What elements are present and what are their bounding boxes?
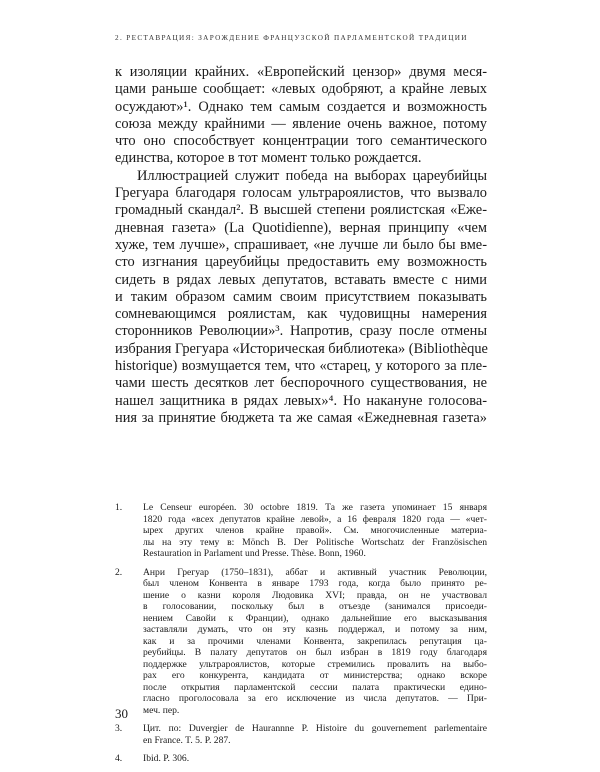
text-line: дневная газета» (La Quotidienne), верная принципу «чем xyxy=(115,219,487,236)
footnote-line: реубийцы. В палату депутатов он был избран в 1819 году благодаря xyxy=(143,647,487,658)
text-line: нашел защитника в рядах левых»⁴. Но накануне голосова- xyxy=(115,392,487,409)
footnote-line: после открытия парламентской сессии палата практически едино- xyxy=(143,681,487,693)
footnote-1 xyxy=(115,502,487,560)
footnote-line: в голосовании, поскольку был в отъезде (занимался присоеди- xyxy=(143,601,487,612)
page-number: 30 xyxy=(115,706,128,721)
text-line: осуждают»¹. Однако тем самым создается и возможность xyxy=(115,98,487,115)
footnote-4 xyxy=(115,753,487,765)
text-line: что оно способствует концентрации того семантического xyxy=(115,133,487,150)
text-line: сидеть в рядах левых депутатов, вставать вместе с ними xyxy=(115,271,487,288)
text-line: громадный скандал². В высшей степени роялистская «Еже- xyxy=(115,202,487,219)
text-line: избрания Грегуара «Историческая библиотека» (Bibliothèque xyxy=(115,340,488,357)
text-line: единства, которое в тот момент только рождается. xyxy=(115,150,422,167)
footnote-line: поддержке ультрароялистов, которые стремились провалить на выбо- xyxy=(143,658,487,670)
footnote-line: Цит. по: Duvergier de Haurannne P. Histoire du gouvernement parlementaire xyxy=(143,723,487,734)
text-line: Иллюстрацией служит победа на выборах цареубийцы xyxy=(137,167,487,184)
text-line: Грегуара благодаря голосам ультрароялистов, что вызвало xyxy=(115,185,487,202)
footnote-line: меч. пер. xyxy=(143,704,180,716)
footnote-line: ырех других членов крайне правой». См. многочисленные материа- xyxy=(143,525,487,536)
paragraph-2 xyxy=(115,168,487,427)
footnote-number: 1. xyxy=(115,502,123,513)
text-line: цами раньше сообщает: «левых одобряют, а крайне левых xyxy=(115,81,487,98)
text-line: союза между крайними — явление очень важное, потому xyxy=(115,115,487,132)
running-head: 2. РЕСТАВРАЦИЯ: ЗАРОЖДЕНИЕ ФРАНЦУЗСКОЙ ПАРЛАМЕНТСКОЙ ТРАДИЦИИ xyxy=(115,34,468,42)
footnote-2 xyxy=(115,567,487,717)
text-line: сторонников Революции»³. Напротив, сразу после отмены xyxy=(115,323,487,340)
footnote-line: Ibid. P. 306. xyxy=(143,753,190,764)
footnote-number: 3. xyxy=(115,723,123,734)
text-line: хуже, тем лучше», спрашивает, «не лучше ли было бы вме- xyxy=(115,236,487,253)
footnote-line: 1820 года «всех депутатов крайне левой», а 16 февраля 1820 года — «чет- xyxy=(143,513,487,525)
footnote-line: лы на эту тему в: Mönch B. Der Politische Wortschatz der Französischen xyxy=(143,536,487,548)
footnote-line: заставляли думать, что он эту казнь поддержал, и потому за ним, xyxy=(143,624,487,635)
text-line: к изоляции крайних. «Европейский цензор» двумя меся- xyxy=(115,64,487,80)
footnote-line: гласно проголосовала за его исключение из числа депутатов. — При- xyxy=(143,693,487,704)
main-text xyxy=(115,64,487,427)
text-line: ния за принятие бюджета та же самая «Ежедневная газета» xyxy=(115,409,487,426)
footnote-line: рах его конкурента, кандидата от министерства; однако вскоре xyxy=(143,670,487,681)
footnote-line: Le Censeur européen. 30 octobre 1819. Та же газета упоминает 15 января xyxy=(143,502,487,513)
footnote-number: 4. xyxy=(115,753,123,764)
text-line: и таким образом самим своим присутствием показывать xyxy=(115,288,487,305)
footnote-line: шение о казни короля Людовика XVI; правда, он не участвовал xyxy=(143,589,487,601)
text-line: чами шесть десятков лет беспорочного существования, не xyxy=(115,375,487,392)
text-line: сто изгнания цареубийцы предоставить ему возможность xyxy=(115,254,487,271)
footnote-line: Анри Грегуар (1750–1831), аббат и активный участник Революции, xyxy=(143,566,487,578)
footnote-line: en France. T. 5. P. 287. xyxy=(143,734,231,746)
footnote-line: как и за прочими членами Конвента, закрепилась репутация ца- xyxy=(143,635,487,647)
footnote-line: Restauration in Parlament und Presse. Thèse. Bonn, 1960. xyxy=(143,548,366,559)
footnote-line: нением Савойи к Франции), однако дальнейшие его высказывания xyxy=(143,612,487,624)
footnote-line: был членом Конвента в январе 1793 года, когда было принято ре- xyxy=(143,578,487,589)
footnote-number: 2. xyxy=(115,566,123,578)
footnote-3 xyxy=(115,723,487,746)
footnotes xyxy=(115,502,487,772)
text-line: historique) возмущается тем, что «старец, у которого за пле- xyxy=(115,358,487,375)
paragraph-1 xyxy=(115,64,487,168)
text-line: сомневающимся роялистам, как чудовищны намерения xyxy=(115,306,487,323)
